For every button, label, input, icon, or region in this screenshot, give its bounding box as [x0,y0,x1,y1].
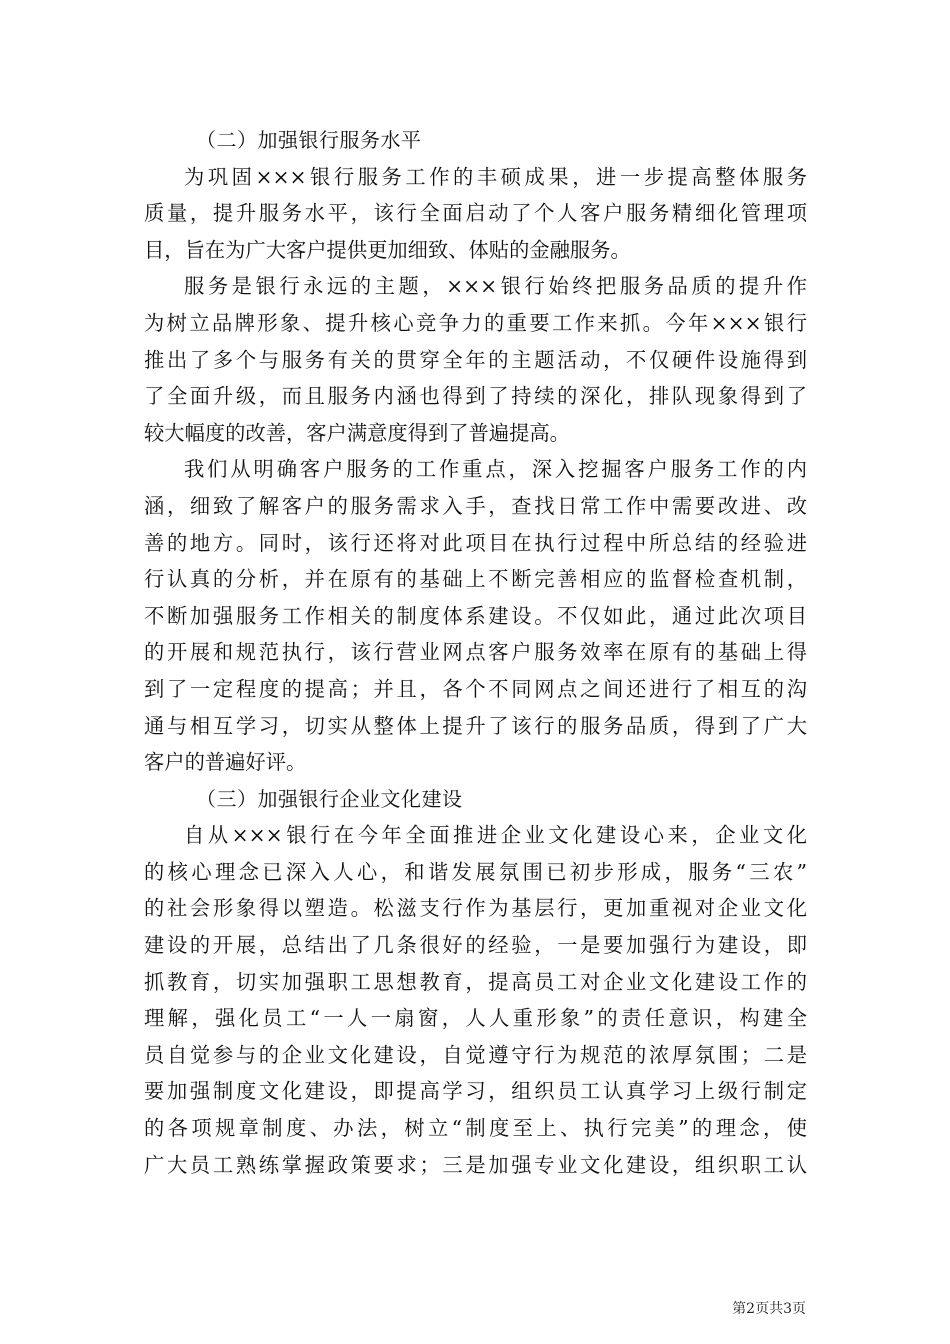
text-line: 理解，强化员工“一人一扇窗，人人重形象”的责任意识，构建全 [144,1006,807,1031]
text-line: 涵，细致了解客户的服务需求入手，查找日常工作中需要改进、改 [144,493,807,518]
paragraph [144,159,807,269]
paragraph [144,268,807,451]
text-line: 行认真的分析，并在原有的基础上不断完善相应的监督检查机制， [144,567,807,592]
text-line: 较大幅度的改善，客户满意度得到了普遍提高。 [144,420,570,445]
section-heading: （三）加强银行企业文化建设 [196,786,463,811]
text-line: 不断加强服务工作相关的制度体系建设。不仅如此，通过此次项目 [144,603,807,628]
paragraph [144,451,807,780]
text-line: 为树立品牌形象、提升核心竞争力的重要工作来抓。今年×××银行 [144,310,807,335]
text-line: 了全面升级，而且服务内涵也得到了持续的深化，排队现象得到了 [144,384,807,409]
text-line: 的各项规章制度、办法，树立“制度至上、执行完美”的理念，使 [144,1116,807,1141]
text-line: 要加强制度文化建设，即提高学习，组织员工认真学习上级行制定 [144,1079,807,1104]
section-heading: （二）加强银行服务水平 [196,128,422,152]
document-body [144,122,807,1183]
text-line: 通与相互学习，切实从整体上提升了该行的服务品质，得到了广大 [144,713,807,738]
text-line: 员自觉参与的企业文化建设，自觉遵守行为规范的浓厚氛围；二是 [144,1042,807,1067]
text-line: 的社会形象得以塑造。松滋支行作为基层行，更加重视对企业文化 [144,896,807,921]
paragraph [144,817,807,1183]
text-line: 善的地方。同时，该行还将对此项目在执行过程中所总结的经验进 [144,530,807,555]
text-line: 服务是银行永远的主题，×××银行始终把服务品质的提升作 [184,274,807,299]
text-line: 为巩固×××银行服务工作的丰硕成果，进一步提高整体服务 [184,164,807,189]
text-line: 到了一定程度的提高；并且，各个不同网点之间还进行了相互的沟 [144,676,807,701]
text-line: 质量，提升服务水平，该行全面启动了个人客户服务精细化管理项 [144,201,807,226]
text-line: 建设的开展，总结出了几条很好的经验，一是要加强行为建设，即 [144,933,807,958]
text-line: 目，旨在为广大客户提供更加细致、体贴的金融服务。 [144,237,631,262]
text-line: 客户的普遍好评。 [144,750,307,775]
text-line: 我们从明确客户服务的工作重点，深入挖掘客户服务工作的内 [184,457,807,482]
text-line: 的核心理念已深入人心，和谐发展氛围已初步形成，服务“三农” [144,859,807,884]
text-line: 广大员工熟练掌握政策要求；三是加强专业文化建设，组织职工认 [144,1152,807,1177]
text-line: 推出了多个与服务有关的贯穿全年的主题活动，不仅硬件设施得到 [144,347,807,372]
text-line: 的开展和规范执行，该行营业网点客户服务效率在原有的基础上得 [144,640,807,665]
page-number: 第2页共3页 [732,1301,806,1317]
text-line: 抓教育，切实加强职工思想教育，提高员工对企业文化建设工作的 [144,969,807,994]
text-line: 自从×××银行在今年全面推进企业文化建设心来，企业文化 [184,823,807,848]
